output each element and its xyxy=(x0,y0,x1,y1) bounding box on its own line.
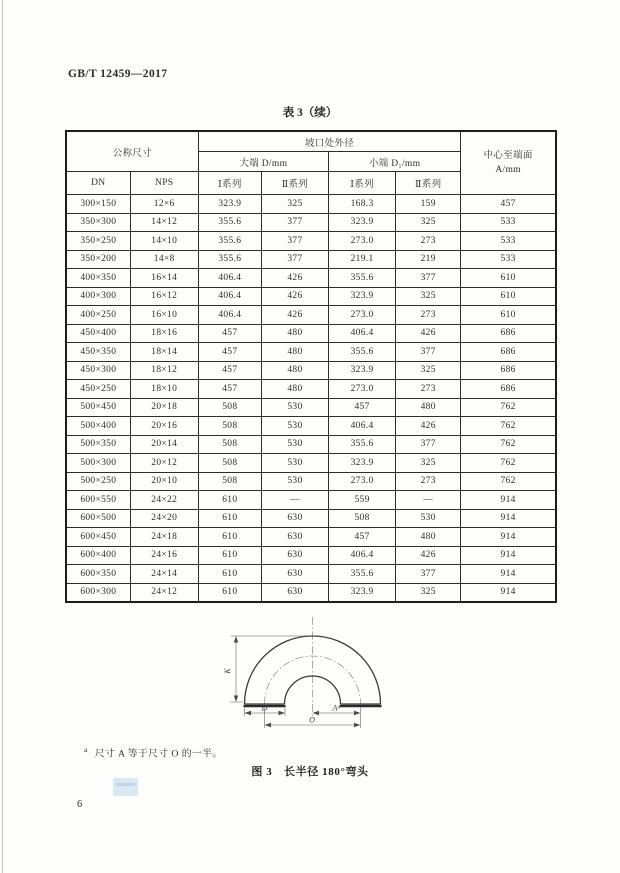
table-cell: 273 xyxy=(396,232,461,251)
table-cell: 457 xyxy=(198,324,261,343)
table-cell: 508 xyxy=(198,454,261,473)
header-nominal-size: 公称尺寸 xyxy=(66,131,198,172)
table-cell: 533 xyxy=(461,250,556,269)
table-cell: 24×18 xyxy=(130,528,198,547)
table-cell: 159 xyxy=(396,195,461,214)
table-cell: 426 xyxy=(261,287,328,306)
table-cell: 762 xyxy=(461,398,556,417)
table-row xyxy=(66,195,556,214)
table-cell: 480 xyxy=(261,324,328,343)
table-cell: 457 xyxy=(198,343,261,362)
table-cell: 24×22 xyxy=(130,491,198,510)
header-dn: DN xyxy=(66,172,130,195)
d-arrow-left xyxy=(245,711,252,715)
table-cell: 355.6 xyxy=(198,232,261,251)
o-arrow-left xyxy=(265,723,272,727)
table-cell: 508 xyxy=(198,472,261,491)
table-cell: 377 xyxy=(396,435,461,454)
table-row xyxy=(66,398,556,417)
table-cell: 530 xyxy=(261,454,328,473)
table-cell: 355.6 xyxy=(329,565,396,584)
table-cell: 18×12 xyxy=(130,361,198,380)
table-cell: 426 xyxy=(261,306,328,325)
table-cell: 168.3 xyxy=(329,195,396,214)
k-arrow-up xyxy=(234,636,238,643)
table-cell: 323.9 xyxy=(329,583,396,602)
elbow-drawing xyxy=(200,615,440,747)
figure-footnote xyxy=(84,745,223,759)
table-cell: 686 xyxy=(461,324,556,343)
watermark-stamp xyxy=(113,778,138,796)
table-cell: 533 xyxy=(461,213,556,232)
table-cell: 406.4 xyxy=(198,306,261,325)
table-cell: 219.1 xyxy=(329,250,396,269)
header-small-end: 小端 D₁/mm xyxy=(329,152,461,172)
table-cell: 219 xyxy=(396,250,461,269)
table-cell: 630 xyxy=(261,509,328,528)
table-row xyxy=(66,509,556,528)
header-series2-large: Ⅱ系列 xyxy=(261,172,328,195)
table-cell: 450×250 xyxy=(66,380,130,399)
table-cell: 377 xyxy=(396,565,461,584)
table-cell: 323.9 xyxy=(329,287,396,306)
elbow-figure xyxy=(200,615,440,747)
header-series2-small: Ⅱ系列 xyxy=(396,172,461,195)
table-cell: 355.6 xyxy=(329,435,396,454)
table-cell: 355.6 xyxy=(329,269,396,288)
standard-number: GB/T 12459—2017 xyxy=(68,68,168,80)
table-cell: 16×12 xyxy=(130,287,198,306)
table-cell: — xyxy=(396,491,461,510)
table-cell: 273.0 xyxy=(329,232,396,251)
table-cell: 273 xyxy=(396,306,461,325)
figure-caption: 图 3 长半径 180°弯头 xyxy=(251,766,369,778)
table-cell: 20×16 xyxy=(130,417,198,436)
o-arrow-right xyxy=(354,723,361,727)
o-label: O xyxy=(309,715,315,725)
table-row xyxy=(66,583,556,602)
table-cell: 325 xyxy=(261,195,328,214)
table-row xyxy=(66,361,556,380)
header-series1-small: Ⅰ系列 xyxy=(329,172,396,195)
table-cell: 600×450 xyxy=(66,528,130,547)
header-nps: NPS xyxy=(130,172,198,195)
table-cell: 914 xyxy=(461,528,556,547)
table-cell: 426 xyxy=(396,417,461,436)
header-series1-large: Ⅰ系列 xyxy=(198,172,261,195)
table-cell: 14×8 xyxy=(130,250,198,269)
table-cell: 323.9 xyxy=(329,361,396,380)
table-cell: 686 xyxy=(461,343,556,362)
table-cell: 355.6 xyxy=(329,343,396,362)
table-cell: 508 xyxy=(198,435,261,454)
table-cell: 610 xyxy=(198,509,261,528)
table-cell: 20×10 xyxy=(130,472,198,491)
table-cell: 18×16 xyxy=(130,324,198,343)
a-arrow-right xyxy=(354,711,361,715)
table-cell: 12×6 xyxy=(130,195,198,214)
table-cell: 559 xyxy=(329,491,396,510)
table-cell: 480 xyxy=(396,528,461,547)
table-row xyxy=(66,343,556,362)
table-cell: 325 xyxy=(396,213,461,232)
table-cell: 610 xyxy=(198,546,261,565)
table-cell: 14×10 xyxy=(130,232,198,251)
table-cell: 600×550 xyxy=(66,491,130,510)
table-cell: 24×16 xyxy=(130,546,198,565)
table-cell: 400×250 xyxy=(66,306,130,325)
table-cell: 762 xyxy=(461,417,556,436)
k-dimension-lines xyxy=(230,636,313,702)
table-cell: 24×20 xyxy=(130,509,198,528)
table-cell: 610 xyxy=(461,269,556,288)
table-cell: 480 xyxy=(261,343,328,362)
table-cell: 450×350 xyxy=(66,343,130,362)
table-cell: 426 xyxy=(261,269,328,288)
header-outside-diameter: 坡口处外径 xyxy=(198,131,461,152)
table-cell: 914 xyxy=(461,565,556,584)
table-cell: 600×400 xyxy=(66,546,130,565)
table-body xyxy=(66,195,556,603)
table-cell: 350×300 xyxy=(66,213,130,232)
table-cell: 762 xyxy=(461,472,556,491)
table-cell: 300×150 xyxy=(66,195,130,214)
table-cell: 530 xyxy=(396,509,461,528)
table-cell: 500×250 xyxy=(66,472,130,491)
table-cell: 350×250 xyxy=(66,232,130,251)
table-row xyxy=(66,380,556,399)
table-cell: 406.4 xyxy=(198,269,261,288)
footnote-marker: a xyxy=(84,745,88,754)
table-cell: 16×14 xyxy=(130,269,198,288)
table-cell: 500×350 xyxy=(66,435,130,454)
table-cell: 508 xyxy=(329,509,396,528)
page-number: 6 xyxy=(77,799,83,810)
table-cell: 16×10 xyxy=(130,306,198,325)
table-cell: 457 xyxy=(198,380,261,399)
table-cell: 426 xyxy=(396,546,461,565)
table-row xyxy=(66,269,556,288)
a-label: Aᵃ xyxy=(332,703,341,713)
header-center-to-end-line2: A/mm xyxy=(495,165,521,175)
table-cell: 457 xyxy=(329,398,396,417)
table-cell: 530 xyxy=(261,472,328,491)
table-cell: 350×200 xyxy=(66,250,130,269)
table-cell: 273.0 xyxy=(329,472,396,491)
table-cell: 273 xyxy=(396,380,461,399)
table-cell: 14×12 xyxy=(130,213,198,232)
table-cell: 914 xyxy=(461,546,556,565)
table-cell: 508 xyxy=(198,417,261,436)
table-row xyxy=(66,417,556,436)
table-cell: 20×12 xyxy=(130,454,198,473)
table-cell: 610 xyxy=(461,306,556,325)
table-cell: 406.4 xyxy=(329,324,396,343)
table-row xyxy=(66,454,556,473)
table-cell: 24×12 xyxy=(130,583,198,602)
table-cell: 480 xyxy=(261,380,328,399)
header-center-to-end-line1: 中心至端面 xyxy=(483,150,533,161)
table-cell: 20×18 xyxy=(130,398,198,417)
table-row xyxy=(66,213,556,232)
table-cell: 762 xyxy=(461,454,556,473)
table-cell: 377 xyxy=(261,232,328,251)
table-row xyxy=(66,306,556,325)
table-cell: 325 xyxy=(396,583,461,602)
table-cell: 323.9 xyxy=(198,195,261,214)
table-cell: 500×300 xyxy=(66,454,130,473)
table-cell: 686 xyxy=(461,361,556,380)
header-large-end: 大端 D/mm xyxy=(198,152,328,172)
table-cell: 273.0 xyxy=(329,380,396,399)
table-cell: 406.4 xyxy=(329,417,396,436)
table-row xyxy=(66,435,556,454)
table-cell: 377 xyxy=(261,250,328,269)
table-cell: 18×14 xyxy=(130,343,198,362)
table-cell: 325 xyxy=(396,361,461,380)
table-row xyxy=(66,565,556,584)
table-cell: 630 xyxy=(261,546,328,565)
table-cell: 377 xyxy=(396,269,461,288)
scan-edge-line xyxy=(2,0,3,873)
table-cell: 323.9 xyxy=(329,213,396,232)
table-cell: 325 xyxy=(396,454,461,473)
table-cell: 355.6 xyxy=(198,250,261,269)
header-center-to-end xyxy=(461,131,556,195)
table-cell: — xyxy=(261,491,328,510)
table-cell: 457 xyxy=(461,195,556,214)
table-cell: 406.4 xyxy=(329,546,396,565)
table-cell: 426 xyxy=(396,324,461,343)
table-cell: 914 xyxy=(461,509,556,528)
table-cell: 600×300 xyxy=(66,583,130,602)
table-cell: 500×400 xyxy=(66,417,130,436)
table-cell: 610 xyxy=(198,583,261,602)
table-cell: 500×450 xyxy=(66,398,130,417)
table-row xyxy=(66,324,556,343)
table-cell: 377 xyxy=(261,213,328,232)
table-cell: 533 xyxy=(461,232,556,251)
table-cell: 530 xyxy=(261,417,328,436)
table-cell: 630 xyxy=(261,565,328,584)
table-cell: 600×350 xyxy=(66,565,130,584)
table-row xyxy=(66,528,556,547)
table-cell: 530 xyxy=(261,435,328,454)
table-cell: 610 xyxy=(198,491,261,510)
table-cell: 686 xyxy=(461,380,556,399)
table-row xyxy=(66,472,556,491)
table-cell: 325 xyxy=(396,287,461,306)
table-cell: 24×14 xyxy=(130,565,198,584)
table-cell: 480 xyxy=(261,361,328,380)
table-cell: 355.6 xyxy=(198,213,261,232)
table-row xyxy=(66,287,556,306)
table-cell: 457 xyxy=(198,361,261,380)
k-label: K xyxy=(223,668,232,674)
table-cell: 400×350 xyxy=(66,269,130,288)
table-cell: 610 xyxy=(198,528,261,547)
table-cell: 377 xyxy=(396,343,461,362)
table-cell: 610 xyxy=(198,565,261,584)
table-cell: 400×300 xyxy=(66,287,130,306)
table-cell: 273 xyxy=(396,472,461,491)
table-cell: 406.4 xyxy=(198,287,261,306)
table-cell: 450×400 xyxy=(66,324,130,343)
table-cell: 20×14 xyxy=(130,435,198,454)
table-cell: 914 xyxy=(461,583,556,602)
table-cell: 914 xyxy=(461,491,556,510)
table-cell: 630 xyxy=(261,583,328,602)
table-row xyxy=(66,250,556,269)
table-row xyxy=(66,232,556,251)
table-row xyxy=(66,546,556,565)
table-cell: 450×300 xyxy=(66,361,130,380)
table-cell: 457 xyxy=(329,528,396,547)
table-cell: 323.9 xyxy=(329,454,396,473)
table-cell: 508 xyxy=(198,398,261,417)
table-cell: 480 xyxy=(396,398,461,417)
table-cell: 610 xyxy=(461,287,556,306)
table-cell: 18×10 xyxy=(130,380,198,399)
dimension-table xyxy=(65,130,557,603)
k-arrow-down xyxy=(234,696,238,703)
footnote-text: 尺寸 A 等于尺寸 O 的一半。 xyxy=(94,748,223,760)
d-label: D xyxy=(261,703,268,713)
table-cell: 630 xyxy=(261,528,328,547)
table-cell: 530 xyxy=(261,398,328,417)
table-cell: 273.0 xyxy=(329,306,396,325)
table-cell: 600×500 xyxy=(66,509,130,528)
d-arrow-right xyxy=(279,711,286,715)
table-cell: 762 xyxy=(461,435,556,454)
table-row xyxy=(66,491,556,510)
table-title: 表 3（续） xyxy=(282,107,338,119)
